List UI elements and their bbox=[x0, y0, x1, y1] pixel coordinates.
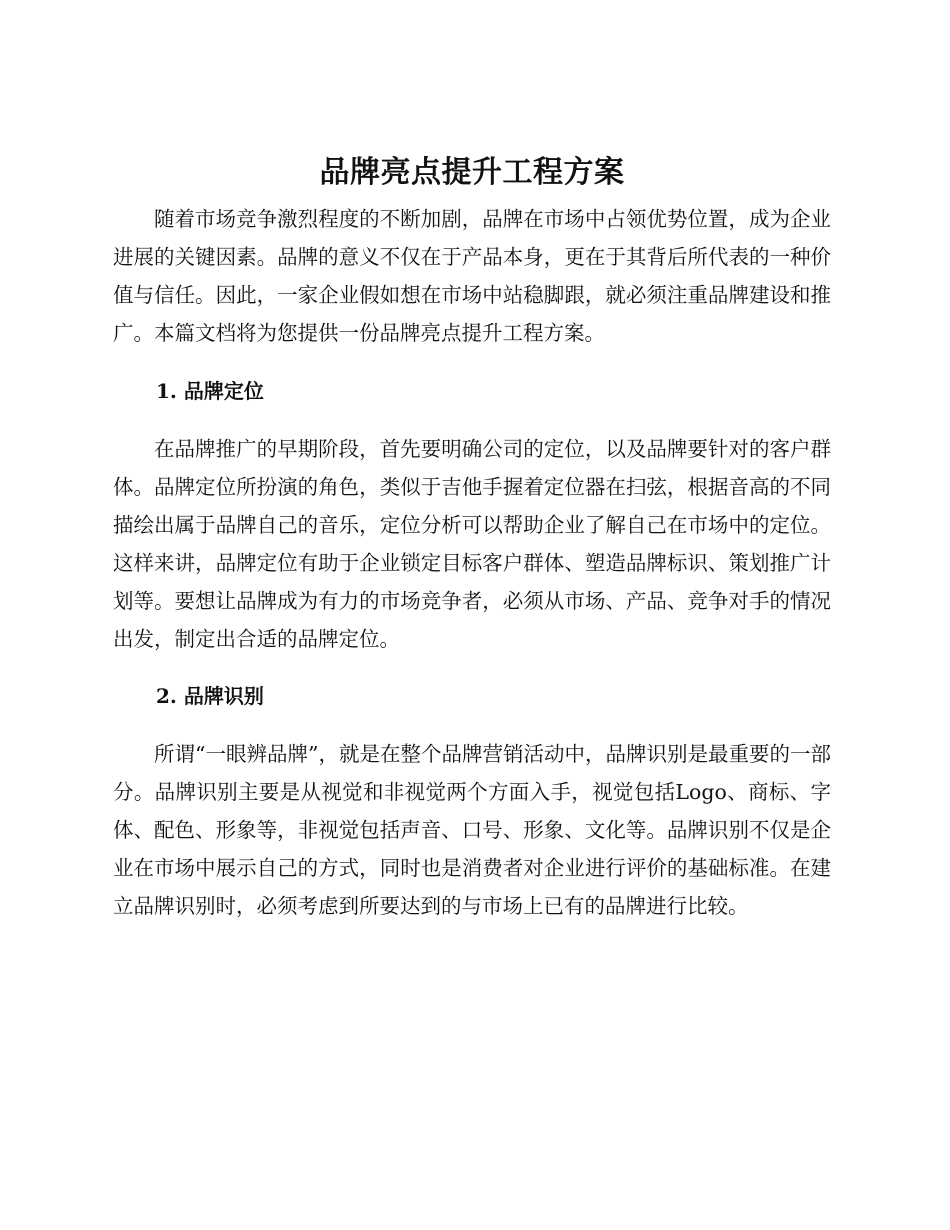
document-title: 品牌亮点提升工程方案 bbox=[319, 155, 625, 190]
section-heading-brand-positioning: 1. 品牌定位 bbox=[156, 379, 264, 403]
document-page bbox=[113, 148, 831, 925]
section-body-brand-positioning: 在品牌推广的早期阶段，首先要明确公司的定位，以及品牌要针对的客户群体。品牌定位所扮演的角色，类似于吉他手握着定位器在扫弦，根据音高的不同描绘出属于品牌自己的音乐，定位分析可以帮助企业了解自己在市场中的定位。这样来讲，品牌定位有助于企业锁定目标客户群体、塑造品牌标识、策划推广计划等。要想让品牌成为有力的市场竞争者，必须从市场、产品、竞争对手的情况出发，制定出合适的品牌定位。 bbox=[113, 437, 831, 651]
intro-paragraph: 随着市场竞争激烈程度的不断加剧，品牌在市场中占领优势位置，成为企业进展的关键因素。品牌的意义不仅在于产品本身，更在于其背后所代表的一种价值与信任。因此，一家企业假如想在市场中站稳脚跟，就必须注重品牌建设和推广。本篇文档将为您提供一份品牌亮点提升工程方案。 bbox=[113, 207, 831, 345]
section-body-brand-identity: 所谓“一眼辨品牌”，就是在整个品牌营销活动中，品牌识别是最重要的一部分。品牌识别主要是从视觉和非视觉两个方面入手，视觉包括Logo、商标、字体、配色、形象等，非视觉包括声音、口号、形象、文化等。品牌识别不仅是企业在市场中展示自己的方式，同时也是消费者对企业进行评价的基础标准。在建立品牌识别时，必须考虑到所要达到的与市场上已有的品牌进行比较。 bbox=[113, 742, 831, 918]
section-heading-brand-identity: 2. 品牌识别 bbox=[156, 684, 264, 708]
